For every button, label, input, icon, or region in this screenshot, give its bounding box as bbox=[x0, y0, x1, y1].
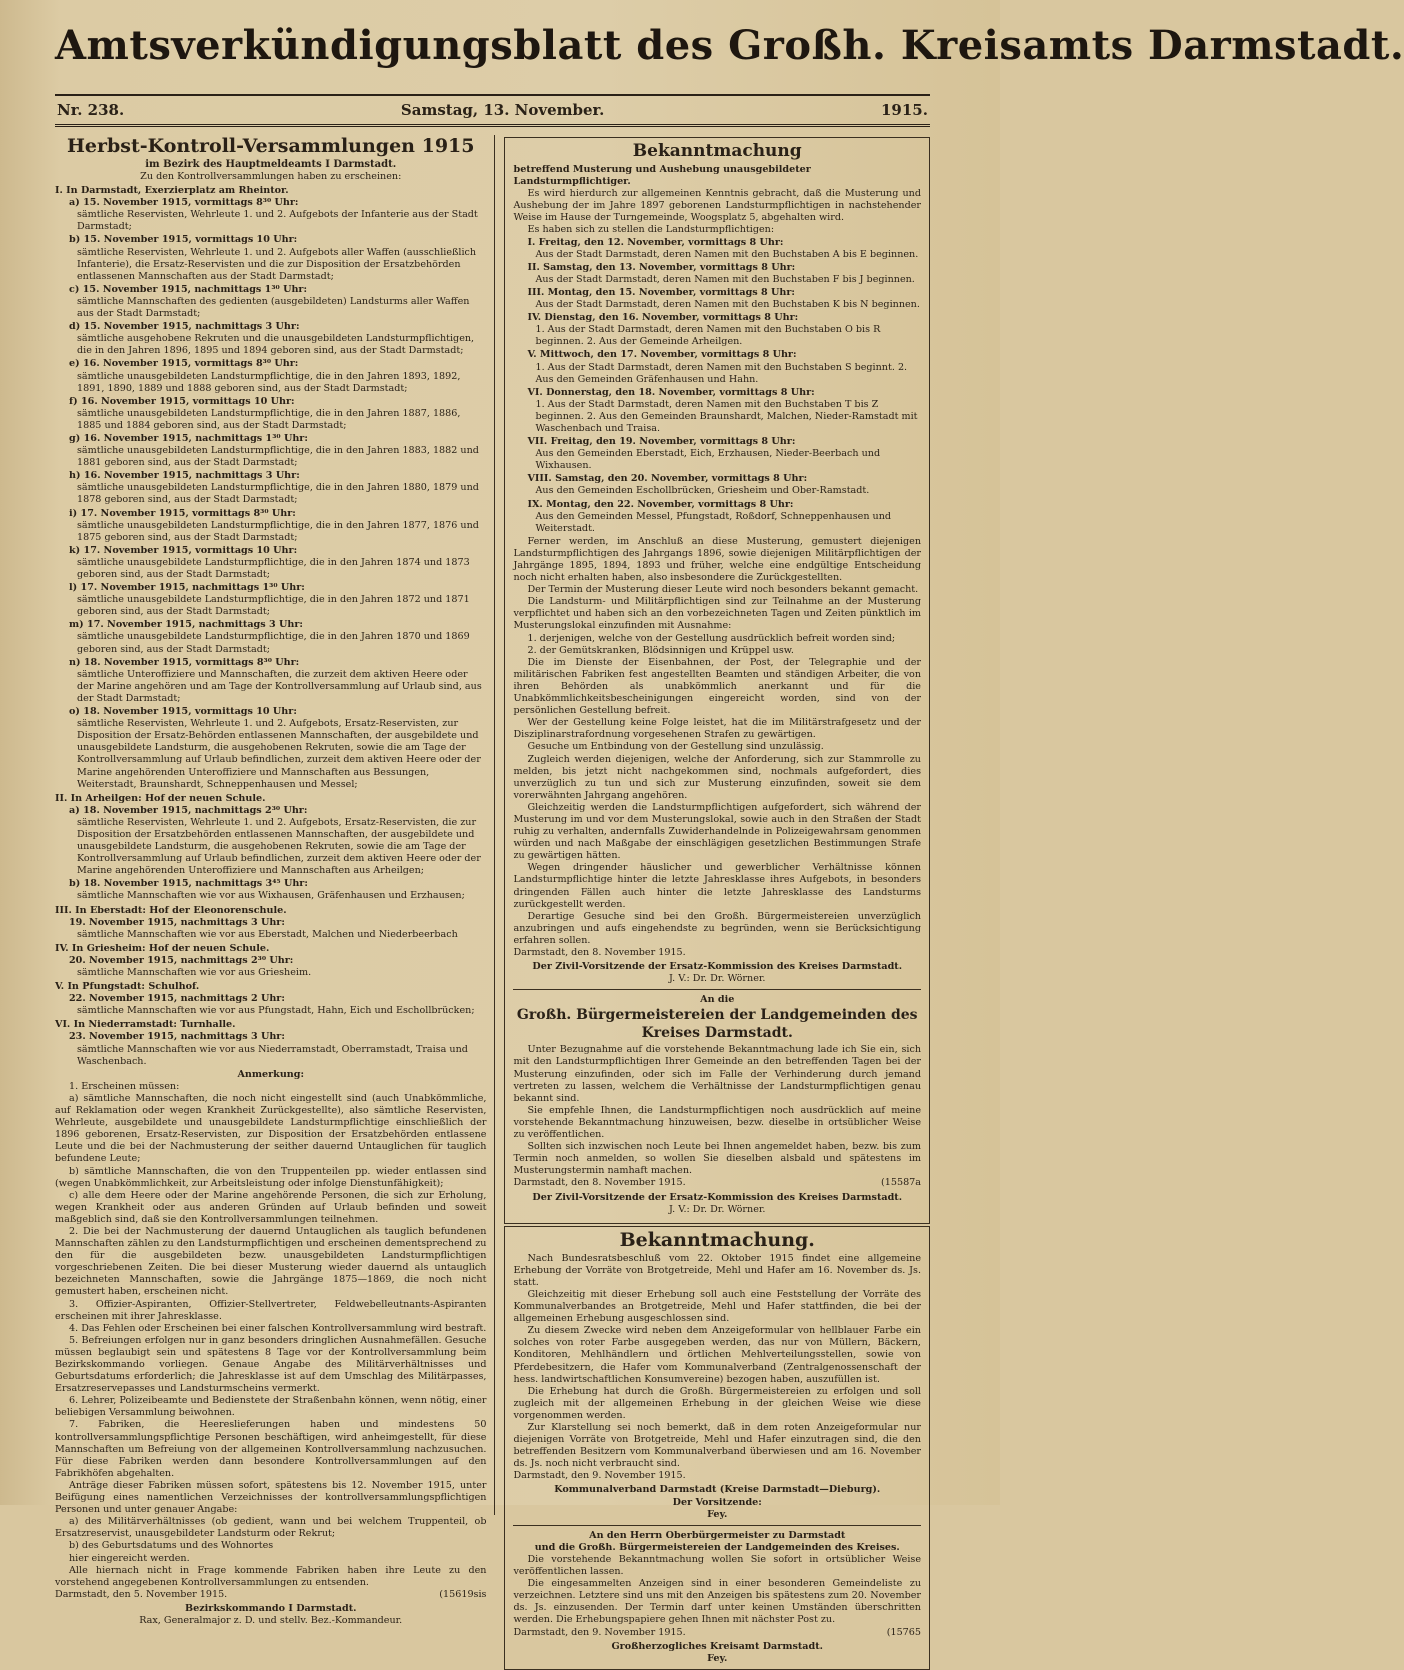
paragraph: Die Landsturm- und Militärpflichtigen sind zur Teilnahme an der Musterung verpflichtet und haben sich an den vorbezeichneten Tagen und Zeiten pünktlich im Musterungslokal einzufinden mit Ausnahme: bbox=[513, 596, 921, 632]
paragraph: Alle hiernach nicht in Frage kommende Fabriken haben ihre Leute zu den vorstehend angegebenen Kontrollversammlungen zu entsenden. bbox=[55, 1564, 487, 1588]
musterung-paras bbox=[513, 536, 921, 947]
item-text: sämtliche Mannschaften des gedienten (ausgebildeten) Landsturms aller Waffen aus der Stadt Darmstadt; bbox=[77, 295, 470, 320]
item-text: 1. Aus der Stadt Darmstadt, deren Namen mit den Buchstaben T bis Z beginnen. 2. Aus den Gemeinden Braunshardt, Malchen, Nieder-Ramstadt mit Waschenbach und Traisa. bbox=[535, 398, 918, 434]
item-heading: II. Samstag, den 13. November, vormittags 8 Uhr: bbox=[527, 261, 796, 273]
item-heading: a) 18. November 1915, nachmittags 2³⁰ Uhr: bbox=[69, 804, 308, 816]
section-pfungstadt: V. In Pfungstadt: Schulhof. bbox=[55, 981, 200, 993]
b2-signature: Der Zivil-Vorsitzende der Ersatz-Kommission des Kreises Darmstadt. bbox=[532, 1191, 903, 1203]
item-text: sämtliche Mannschaften wie vor aus Eberstadt, Malchen und Niederbeerbach bbox=[77, 928, 458, 940]
item-heading: IX. Montag, den 22. November, vormittags 8 Uhr: bbox=[527, 498, 794, 510]
item-text: Aus der Stadt Darmstadt, deren Namen mit den Buchstaben F bis J beginnen. bbox=[535, 273, 915, 285]
item-heading: l) 17. November 1915, nachmittags 1³⁰ Uhr: bbox=[69, 582, 305, 594]
musterung-intro: Es wird hierdurch zur allgemeinen Kenntnis gebracht, daß die Musterung und Aushebung der im Jahre 1897 geborenen Landsturmpflichtigen in nachstehender Weise im Hause der Turngemeinde, Woogsplatz 5, abgehalten wird. bbox=[513, 188, 921, 224]
item-text: sämtliche unausgebildete Landsturmpflichtige, die in den Jahren 1872 und 1871 geboren sind, aus der Stadt Darmstadt; bbox=[77, 594, 470, 618]
item-text: sämtliche Reservisten, Wehrleute 1. und 2. Aufgebots, Ersatz-Reservisten, die zur Disposition der Ersatzbehörden entlassenen Mannschaften, der ausgebildete und unausgebildete Landsturm, die ausgehobenen Rekruten, sowie die am Tage der Kontrollversammlung auf Urlaub befindlichen, zurzeit dem aktiven Heere oder der Marine angehörenden Unteroffiziere und Mannschaften aus Arheilgen; bbox=[77, 816, 481, 877]
b4-name: Fey. bbox=[707, 1652, 728, 1664]
list-item bbox=[55, 284, 486, 320]
section-darmstadt: I. In Darmstadt, Exerzierplatz am Rheintor. bbox=[55, 185, 289, 197]
paragraph: Zur Klarstellung sei noch bemerkt, daß in dem roten Anzeigeformular nur diejenigen Vorräte von Brotgetreide, Mehl und Hafer einzutragen sind, die den betreffenden Besitzern vom Kommunalverband überwiesen und am 16. November ds. Js. noch nicht verbraucht sind. bbox=[513, 1422, 921, 1470]
section-eberstadt: III. In Eberstadt: Hof der Eleonorenschule. bbox=[55, 904, 287, 916]
b3-name: Fey. bbox=[707, 1508, 728, 1520]
left-signature: Bezirkskommando I Darmstadt. bbox=[184, 1602, 357, 1614]
item-heading: i) 17. November 1915, vormittags 8³⁰ Uhr: bbox=[69, 507, 296, 519]
left-column bbox=[55, 135, 495, 1626]
b2-signer: J. V.: Dr. Dr. Wörner. bbox=[669, 1203, 766, 1215]
item-heading: VI. Donnerstag, den 18. November, vormittags 8 Uhr: bbox=[527, 386, 815, 398]
section-griesheim: IV. In Griesheim: Hof der neuen Schule. bbox=[55, 942, 270, 954]
item-text: sämtliche Reservisten, Wehrleute 1. und 2. Aufgebots, Ersatz-Reservisten, zur Disposition der Ersatz-Behörden entlassenen Mannschaften, der ausgebildete und unausgebildete Landsturm, die ausgehobenen Rekruten, sowie die am Tage der Kontrollversammlung auf Urlaub befindlichen, zurzeit dem aktiven Heere oder der Marine angehörenden Unteroffiziere und Mannschaften aus Bessungen, Weiterstadt, Braunshardt, Schneppenhausen und Messel; bbox=[77, 718, 481, 790]
list-item bbox=[55, 582, 486, 618]
item-heading: IV. Dienstag, den 16. November, vormittags 8 Uhr: bbox=[527, 312, 799, 324]
dateline bbox=[55, 94, 930, 127]
item-text: Aus den Gemeinden Eberstadt, Eich, Erzhausen, Nieder-Beerbach und Wixhausen. bbox=[535, 448, 881, 472]
list-item bbox=[513, 436, 921, 472]
left-ref: (15619sis bbox=[439, 1588, 487, 1600]
left-date: Darmstadt, den 5. November 1915. bbox=[55, 1588, 228, 1600]
divider bbox=[513, 1525, 921, 1526]
item-heading: e) 16. November 1915, vormittags 8³⁰ Uhr: bbox=[69, 358, 299, 370]
left-date-row bbox=[55, 1589, 486, 1601]
list-item bbox=[55, 805, 486, 878]
item-heading: d) 15. November 1915, nachmittags 3 Uhr: bbox=[69, 321, 300, 333]
b4-signature: Großherzogliches Kreisamt Darmstadt. bbox=[611, 1640, 823, 1652]
buergermeister-paras bbox=[513, 1044, 921, 1177]
paragraph: Gesuche um Entbindung von der Gestellung sind unzulässig. bbox=[527, 741, 824, 753]
list-item bbox=[55, 396, 486, 432]
right-column bbox=[495, 135, 930, 1664]
list-item bbox=[55, 993, 486, 1017]
list-item bbox=[513, 473, 921, 497]
paragraph: 1. Erscheinen müssen: bbox=[69, 1080, 180, 1092]
paragraph: 3. Offizier-Aspiranten, Offizier-Stellvertreter, Feldwebelleutnants-Aspiranten erscheinen mit ihrer Jahresklasse. bbox=[55, 1298, 487, 1322]
b3-org: Kommunalverband Darmstadt (Kreise Darmstadt—Dieburg). bbox=[554, 1484, 881, 1496]
kontroll-subtitle: im Bezirk des Hauptmeldeamts I Darmstadt. bbox=[145, 159, 397, 170]
item-text: sämtliche unausgebildeten Landsturmpflichtige, die in den Jahren 1877, 1876 und 1875 geboren sind, aus der Stadt Darmstadt; bbox=[77, 519, 479, 543]
musterung-signature: Der Zivil-Vorsitzende der Ersatz-Kommission des Kreises Darmstadt. bbox=[532, 961, 903, 973]
musterung-date: Darmstadt, den 8. November 1915. bbox=[513, 947, 686, 958]
list-item bbox=[513, 387, 921, 435]
b4-date: Darmstadt, den 9. November 1915. bbox=[513, 1626, 686, 1638]
item-heading: n) 18. November 1915, vormittags 8³⁰ Uhr: bbox=[69, 656, 300, 668]
item-text: sämtliche unausgebildeten Landsturmpflichtige, die in den Jahren 1883, 1882 und 1881 geboren sind, aus der Stadt Darmstadt; bbox=[77, 445, 479, 469]
item-text: sämtliche Reservisten, Wehrleute 1. und 2. Aufgebots aller Waffen (ausschließlich Infanterie), die Ersatz-Reservisten und die zur Disposition der Ersatzbehörden entlassenen Mannschaften aus der Stadt Darmstadt; bbox=[77, 246, 477, 282]
vorraete-paras bbox=[513, 1253, 921, 1471]
vorraete-notice bbox=[504, 1226, 930, 1670]
b3-date: Darmstadt, den 9. November 1915. bbox=[513, 1470, 686, 1482]
item-heading: b) 15. November 1915, vormittags 10 Uhr: bbox=[69, 234, 298, 246]
list-item bbox=[55, 197, 486, 233]
buergermeister-title-1: An die bbox=[700, 994, 735, 1006]
section-arheilgen: II. In Arheilgen: Hof der neuen Schule. bbox=[55, 792, 266, 804]
paragraph: Gleichzeitig mit dieser Erhebung soll auch eine Feststellung der Vorräte des Kommunalverbandes an Brotgetreide, Mehl und Hafer stattfinden, die bei der allgemeinen Erhebung ausgeschlossen sind. bbox=[513, 1288, 921, 1325]
paragraph: Die Erhebung hat durch die Großh. Bürgermeistereien zu erfolgen und soll zugleich mit der allgemeinen Erhebung in der gleichen Weise wie diese vorgenommen werden. bbox=[513, 1385, 921, 1421]
item-heading: m) 17. November 1915, nachmittags 3 Uhr: bbox=[69, 619, 303, 631]
issue-year: 1915. bbox=[881, 101, 928, 119]
list-item bbox=[55, 545, 486, 581]
paragraph: Derartige Gesuche sind bei den Großh. Bürgermeistereien unverzüglich anzubringen und aufs eingehendste zu begründen, wenn sie Berücksichtigung erfahren sollen. bbox=[513, 910, 921, 946]
list-item bbox=[55, 508, 486, 544]
item-text: sämtliche Mannschaften wie vor aus Pfungstadt, Hahn, Eich und Eschollbrücken; bbox=[77, 1005, 475, 1017]
paragraph: c) alle dem Heere oder der Marine angehörende Personen, die sich zur Erholung, wegen Krankheit oder aus anderen Gründen auf Urlaub befinden und soweit maßgeblich sind, daß sie den Kontrollversammlungen teilnehmen. bbox=[55, 1189, 487, 1225]
item-heading: g) 16. November 1915, nachmittags 1³⁰ Uhr: bbox=[69, 432, 308, 444]
list-item bbox=[55, 955, 486, 979]
paragraph: Die eingesammelten Anzeigen sind in einer besonderen Gemeindeliste zu verzeichnen. Letztere sind uns mit den Anzeigen bis spätestens zum 20. November ds. Js. einzusenden. Der Termin darf unter keinen Umständen überschritten werden. Die Erhebungspapiere gehen Ihnen mit nächster Post zu. bbox=[513, 1578, 921, 1626]
list-item bbox=[55, 234, 486, 282]
paragraph: 5. Befreiungen erfolgen nur in ganz besonders dringlichen Ausnahmefällen. Gesuche müssen beglaubigt sein und spätestens 8 Tage vor der Kontrollversammlung beim Bezirkskommando vorliegen. Genaue Angabe des Militärverhältnisses und Geburtsdatums erforderlich; die Jahresklasse ist auf dem Umschlag des Militärpasses, Ersatzreservepasses und Landsturmscheins vermerkt. bbox=[55, 1334, 487, 1395]
paragraph: 4. Das Fehlen oder Erscheinen bei einer falschen Kontrollversammlung wird bestraft. bbox=[69, 1322, 487, 1334]
item-text: sämtliche Reservisten, Wehrleute 1. und 2. Aufgebots der Infanterie aus der Stadt Darmstadt; bbox=[77, 209, 478, 233]
issue-number: Nr. 238. bbox=[57, 101, 125, 119]
item-heading: 23. November 1915, nachmittags 3 Uhr: bbox=[69, 1031, 285, 1043]
item-text: Aus der Stadt Darmstadt, deren Namen mit den Buchstaben K bis N beginnen. bbox=[535, 299, 920, 311]
musterung-days bbox=[513, 237, 921, 535]
item-text: sämtliche Mannschaften wie vor aus Wixhausen, Gräfenhausen und Erzhausen; bbox=[77, 890, 465, 902]
item-heading: I. Freitag, den 12. November, vormittags 8 Uhr: bbox=[527, 236, 784, 248]
b2-date: Darmstadt, den 8. November 1915. bbox=[513, 1177, 686, 1189]
paragraph: Unter Bezugnahme auf die vorstehende Bekanntmachung lade ich Sie ein, sich mit den Landsturmpflichtigen Ihrer Gemeinde an den betreffenden Tagen bei der Musterung einzufinden, oder sich im Falle der Verhinderung durch jemand vertreten zu lassen, welchem die Verhältnisse der Landsturmpflichtigen genau bekannt sind. bbox=[513, 1044, 921, 1104]
item-text: sämtliche unausgebildete Landsturmpflichtige, die in den Jahren 1874 und 1873 geboren sind, aus der Stadt Darmstadt; bbox=[77, 556, 470, 580]
paragraph: Zu diesem Zwecke wird neben dem Anzeigeformular von hellblauer Farbe ein solches von roter Farbe ausgegeben werden, das nur von Müllern, Bäckern, Konditoren, Mehlhändlern und örtlichen Mehlverteilungsstellen, sowie von Pferdebesitzern, die Hafer vom Kommunalverband (Zentralgenossenschaft der hess. landwirtschaftlichen Konsumvereine) bezogen haben, auszufüllen ist. bbox=[513, 1325, 921, 1385]
list-item bbox=[55, 433, 486, 469]
paragraph: Die im Dienste der Eisenbahnen, der Post, der Telegraphie und der militärischen Fabriken fest angestellten Beamten und ständigen Arbeiter, die von ihren Behörden als unabkömmlich anerkannt und für die Unabkömmlichkeitsbescheinigungen eingereicht worden, sind von der persönlichen Gestellung befreit. bbox=[513, 656, 921, 717]
paragraph: Zugleich werden diejenigen, welche der Anforderung, sich zur Stammrolle zu melden, bis jetzt nicht nachgekommen sind, nochmals aufgefordert, dies unverzüglich zu tun und sich zur Musterung einzufinden, soweit sie dem vorerwähnten Jahrgang angehören. bbox=[513, 753, 921, 801]
item-text: Aus der Stadt Darmstadt, deren Namen mit den Buchstaben A bis E beginnen. bbox=[535, 248, 919, 260]
item-heading: VIII. Samstag, den 20. November, vormittags 8 Uhr: bbox=[527, 473, 808, 485]
list-item bbox=[513, 349, 921, 385]
paragraph: Anträge dieser Fabriken müssen sofort, spätestens bis 12. November 1915, unter Beifügung eines namentlichen Verzeichnisses der kontrollversammlungspflichtigen Personen und unter genauer Angabe: bbox=[55, 1479, 487, 1516]
item-heading: h) 16. November 1915, nachmittags 3 Uhr: bbox=[69, 470, 300, 482]
item-text: sämtliche unausgebildeten Landsturmpflichtige, die in den Jahren 1887, 1886, 1885 und 1884 geboren sind, aus der Stadt Darmstadt; bbox=[77, 407, 461, 431]
musterung-signer: J. V.: Dr. Dr. Wörner. bbox=[669, 973, 766, 985]
item-text: Aus den Gemeinden Messel, Pfungstadt, Roßdorf, Schneppenhausen und Weiterstadt. bbox=[535, 510, 892, 534]
item-heading: VII. Freitag, den 19. November, vormittags 8 Uhr: bbox=[527, 436, 796, 448]
paragraph: Sollten sich inzwischen noch Leute bei Ihnen angemeldet haben, bezw. bis zum Termin noch anmelden, so wollen Sie dieselben alsbald und spätestens im Musterungstermin namhaft machen. bbox=[513, 1141, 921, 1177]
paragraph: Wegen dringender häuslicher und gewerblicher Verhältnisse können Landsturmpflichtige hinter die letzte Jahresklasse ihres Aufgebots, in besonders dringenden Fällen auch hinter die letzte Jahresklasse des Landsturms zurückgestellt werden. bbox=[513, 862, 921, 910]
buergermeister-title-2: Großh. Bürgermeistereien der Landgemeinden des Kreises Darmstadt. bbox=[516, 1007, 918, 1042]
paragraph: 1. derjenigen, welche von der Gestellung ausdrücklich befreit worden sind; bbox=[527, 632, 896, 644]
item-heading: 19. November 1915, nachmittags 3 Uhr: bbox=[69, 916, 285, 928]
paragraph: b) des Geburtsdatums und des Wohnortes bbox=[69, 1540, 274, 1552]
list-item bbox=[55, 657, 486, 705]
list-item bbox=[55, 1031, 486, 1067]
item-text: 1. Aus der Stadt Darmstadt, deren Namen mit den Buchstaben S beginnt. 2. Aus den Gemeinden Gräfenhausen und Hahn. bbox=[535, 361, 908, 385]
list-item bbox=[513, 237, 921, 261]
item-heading: o) 18. November 1915, vormittags 10 Uhr: bbox=[69, 706, 297, 718]
list-item bbox=[55, 358, 486, 394]
item-heading: 22. November 1915, nachmittags 2 Uhr: bbox=[69, 993, 285, 1005]
b4-ref: (15765 bbox=[886, 1626, 921, 1638]
paragraph: Der Termin der Musterung dieser Leute wird noch besonders bekannt gemacht. bbox=[527, 584, 919, 596]
b2-ref: (15587a bbox=[881, 1177, 921, 1189]
list-item bbox=[513, 262, 921, 286]
item-text: sämtliche unausgebildete Landsturmpflichtige, die in den Jahren 1870 und 1869 geboren sind, aus der Stadt Darmstadt; bbox=[77, 631, 470, 655]
paragraph: Wer der Gestellung keine Folge leistet, hat die im Militärstrafgesetz und der Disziplinarstrafordnung vorgesehenen Strafen zu gewärtigen. bbox=[513, 717, 921, 741]
item-heading: b) 18. November 1915, nachmittags 3⁴⁵ Uhr: bbox=[69, 878, 308, 890]
paragraph: 2. Die bei der Nachmusterung der dauernd Untauglichen als tauglich befundenen Mannschaften zählen zu den Landsturmpflichtigen und erscheinen dementsprechend zu den für die ausgebildeten bezw. unausgebildeten Landsturmpflichtigen vorgeschriebenen Zeiten. Die bei dieser Musterung wieder dauernd als untauglich bezeichneten Mannschaften, sowie die Jahrgänge 1875—1869, die noch nicht gemustert haben, erscheinen nicht. bbox=[55, 1225, 487, 1298]
vorraete-title: Bekanntmachung. bbox=[619, 1228, 815, 1251]
list-item bbox=[55, 706, 486, 791]
musterung-notice bbox=[504, 137, 930, 1224]
paragraph: a) sämtliche Mannschaften, die noch nicht eingestellt sind (auch Unabkömmliche, auf Reklamation oder wegen Krankheit Zurückgestellte), also sämtliche Reservisten, Wehrleute, ausgebildete und unausgebildete Landsturmpflichtige einschließlich der 1896 geborenen, Ersatz-Reservisten, zur Disposition der Ersatzbehörden entlassene Leute und die bei der Nachmusterung der seither dauernd Untauglichen für tauglich befundene Leute; bbox=[55, 1092, 487, 1165]
item-text: sämtliche Unteroffiziere und Mannschaften, die zurzeit dem aktiven Heere oder der Marine angehören und am Tage der Kontrollversammlung auf Urlaub sind, aus der Stadt Darmstadt; bbox=[77, 668, 482, 704]
list-item bbox=[55, 619, 486, 655]
item-heading: k) 17. November 1915, vormittags 10 Uhr: bbox=[69, 544, 298, 556]
musterung-intro2: Es haben sich zu stellen die Landsturmpflichtigen: bbox=[527, 224, 775, 236]
kontroll-intro: Zu den Kontrollversammlungen haben zu erscheinen: bbox=[140, 171, 402, 182]
b4-paras bbox=[513, 1554, 921, 1627]
b4-title-1: An den Herrn Oberbürgermeister zu Darmstadt bbox=[589, 1529, 846, 1541]
list-item bbox=[513, 499, 921, 535]
paragraph: 7. Fabriken, die Heereslieferungen haben und mindestens 50 kontrollversammlungspflichtige Personen beschäftigen, wird anheimgestellt, für diese Mannschaften um Befreiung von der allgemeinen Kontrollversammlung nachzusuchen. Für diese Fabriken werden dann besondere Kontrollversammlungen auf den Fabrikhöfen abgehalten. bbox=[55, 1419, 487, 1479]
list-item bbox=[513, 287, 921, 311]
item-text: sämtliche ausgehobene Rekruten und die unausgebildeten Landsturmpflichtigen, die in den Jahren 1896, 1895 und 1894 geboren sind, aus der Stadt Darmstadt; bbox=[77, 333, 475, 357]
item-heading: f) 16. November 1915, vormittags 10 Uhr: bbox=[69, 395, 295, 407]
musterung-title: Bekanntmachung bbox=[632, 141, 802, 161]
list-item bbox=[513, 312, 921, 348]
items-griesheim bbox=[55, 955, 486, 979]
paragraph: Nach Bundesratsbeschluß vom 22. Oktober 1915 findet eine allgemeine Erhebung der Vorräte von Brotgetreide, Mehl und Hafer am 16. November ds. Js. statt. bbox=[513, 1252, 921, 1288]
paragraph: 2. der Gemütskranken, Blödsinnigen und Krüppel usw. bbox=[527, 644, 794, 656]
item-text: sämtliche unausgebildeten Landsturmpflichtige, die in den Jahren 1880, 1879 und 1878 geboren sind, aus der Stadt Darmstadt; bbox=[77, 482, 479, 506]
notes-title: Anmerkung: bbox=[237, 1068, 305, 1080]
item-heading: V. Mittwoch, den 17. November, vormittags 8 Uhr: bbox=[527, 349, 797, 361]
section-niederramstadt: VI. In Niederramstadt: Turnhalle. bbox=[55, 1019, 236, 1031]
paragraph: Sie empfehle Ihnen, die Landsturmpflichtigen noch ausdrücklich auf meine vorstehende Bekanntmachung hinzuweisen, bezw. dieselbe in ortsüblicher Weise zu veröffentlichen. bbox=[513, 1104, 921, 1141]
b3-chair: Der Vorsitzende: bbox=[672, 1496, 762, 1508]
paragraph: Die vorstehende Bekanntmachung wollen Sie sofort in ortsüblicher Weise veröffentlichen lassen. bbox=[513, 1553, 921, 1578]
b4-date-row bbox=[513, 1627, 921, 1639]
notes bbox=[55, 1081, 486, 1589]
paragraph: a) des Militärverhältnisses (ob gedient, wann und bei welchem Truppenteil, ob Ersatzreservist, unausgebildeter Landsturm oder Rekrut; bbox=[55, 1516, 487, 1540]
items-niederramstadt bbox=[55, 1031, 486, 1067]
item-heading: c) 15. November 1915, nachmittags 1³⁰ Uhr: bbox=[69, 283, 308, 295]
paragraph: 6. Lehrer, Polizeibeamte und Bedienstete der Straßenbahn können, wenn nötig, einer beliebigen Versammlung beiwohnen. bbox=[55, 1395, 487, 1419]
item-heading: III. Montag, den 15. November, vormittags 8 Uhr: bbox=[527, 286, 795, 298]
list-item bbox=[55, 470, 486, 506]
item-text: 1. Aus der Stadt Darmstadt, deren Namen mit den Buchstaben O bis R beginnen. 2. Aus der Gemeinde Arheilgen. bbox=[535, 324, 881, 348]
item-text: Aus den Gemeinden Eschollbrücken, Griesheim und Ober-Ramstadt. bbox=[535, 485, 870, 497]
divider bbox=[513, 989, 921, 990]
paragraph: b) sämtliche Mannschaften, die von den Truppenteilen pp. wieder entlassen sind (wegen Unabkömmlichkeit, zur Arbeitsleistung oder infolge Dienstunfähigkeit); bbox=[55, 1165, 487, 1189]
item-text: sämtliche Mannschaften wie vor aus Griesheim. bbox=[77, 967, 312, 978]
left-signer: Rax, Generalmajor z. D. und stellv. Bez.-Kommandeur. bbox=[139, 1614, 403, 1626]
b4-title-2: und die Großh. Bürgermeistereien der Landgemeinden des Kreises. bbox=[534, 1541, 900, 1553]
items-darmstadt bbox=[55, 197, 486, 791]
list-item bbox=[55, 321, 486, 357]
musterung-subtitle: betreffend Musterung und Aushebung unausgebildeter Landsturmpflichtiger. bbox=[513, 164, 811, 188]
item-heading: a) 15. November 1915, vormittags 8³⁰ Uhr: bbox=[69, 197, 299, 209]
item-heading: 20. November 1915, nachmittags 2³⁰ Uhr: bbox=[69, 954, 294, 966]
paragraph: hier eingereicht werden. bbox=[69, 1552, 190, 1564]
list-item bbox=[55, 878, 486, 902]
items-pfungstadt bbox=[55, 993, 486, 1017]
b2-date-row bbox=[513, 1177, 921, 1189]
item-text: sämtliche Mannschaften wie vor aus Niederramstadt, Oberramstadt, Traisa und Waschenbach. bbox=[77, 1043, 468, 1067]
masthead-title: Amtsverkündigungsblatt des Großh. Kreisamts Darmstadt. bbox=[55, 22, 1404, 69]
item-text: sämtliche unausgebildeten Landsturmpflichtige, die in den Jahren 1893, 1892, 1891, 1890, 1889 und 1888 geboren sind, aus der Stadt Darmstadt; bbox=[77, 370, 461, 394]
items-eberstadt bbox=[55, 917, 486, 941]
paragraph: Ferner werden, im Anschluß an diese Musterung, gemustert diejenigen Landsturmpflichtigen des Jahrgangs 1896, sowie diejenigen Militärpflichtigen der Jahrgänge 1895, 1894, 1893 und früher, welche eine endgültige Entscheidung noch nicht erhalten haben, also insbesondere die Zurückgestellten. bbox=[513, 535, 921, 584]
list-item bbox=[55, 917, 486, 941]
paragraph: Gleichzeitig werden die Landsturmpflichtigen aufgefordert, sich während der Musterung im und vor dem Musterungslokal, sowie auch in den Straßen der Stadt ruhig zu verhalten, andernfalls Zuwiderhandelnde in Polizeigewahrsam genommen würden und nach Maßgabe der einschlägigen gesetzlichen Bestimmungen Strafe zu gewärtigen hätten. bbox=[513, 801, 921, 862]
kontroll-title: Herbst-Kontroll-Versammlungen 1915 bbox=[66, 135, 475, 157]
items-arheilgen bbox=[55, 805, 486, 903]
issue-date: Samstag, 13. November. bbox=[400, 101, 605, 119]
